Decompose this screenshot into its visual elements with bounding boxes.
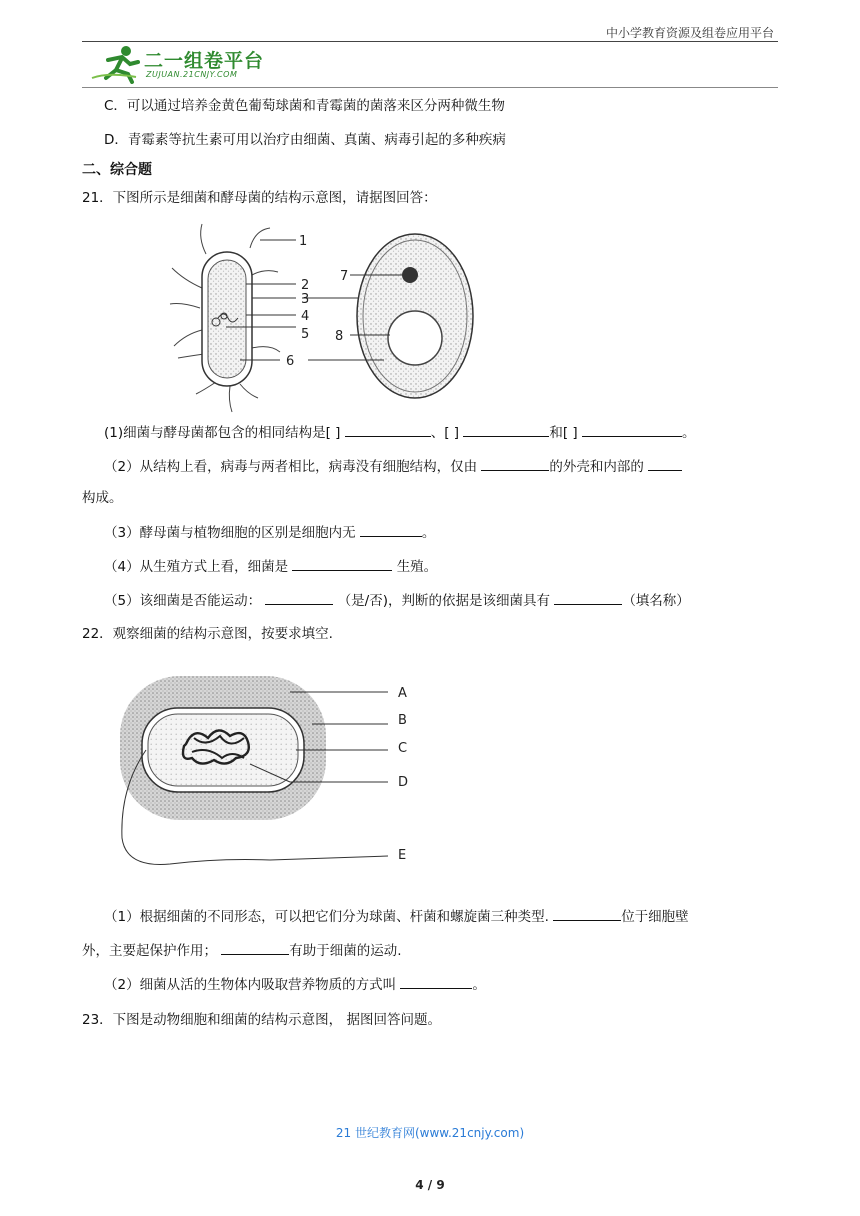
q21-sub3: （3）酵母菌与植物细胞的区别是细胞内无 。 bbox=[104, 522, 778, 543]
answer-blank[interactable] bbox=[345, 422, 431, 437]
q21-sub5: （5）该细菌是否能运动： （是/否)，判断的依据是该细菌具有 （填名称） bbox=[104, 590, 778, 611]
q22-sub1: （1）根据细菌的不同形态，可以把它们分为球菌、杆菌和螺旋菌三种类型. 位于细胞壁 bbox=[104, 906, 778, 927]
header-divider bbox=[82, 41, 778, 42]
q22-sub2: （2）细菌从活的生物体内吸取营养物质的方式叫 。 bbox=[104, 974, 778, 995]
q21-label-4: 4 bbox=[301, 309, 310, 324]
q22-sub1-cont: 外，主要起保护作用； 有助于细菌的运动. bbox=[82, 940, 778, 961]
q21-label-5: 5 bbox=[301, 327, 310, 342]
q21-label-1: 1 bbox=[299, 234, 308, 249]
q22-label-b: B bbox=[398, 713, 407, 728]
q21-label-7: 7 bbox=[340, 269, 349, 284]
answer-blank[interactable] bbox=[553, 906, 621, 921]
q21-sub1: (1)细菌与酵母菌都包含的相同结构是[ ] 、[ ] 和[ ] 。 bbox=[104, 422, 778, 443]
answer-blank[interactable] bbox=[648, 456, 682, 471]
q22-stem: 22．观察细菌的结构示意图，按要求填空. bbox=[82, 626, 333, 642]
answer-blank[interactable] bbox=[400, 974, 472, 989]
answer-blank[interactable] bbox=[481, 456, 549, 471]
section-title: 二、综合题 bbox=[82, 162, 152, 178]
answer-blank[interactable] bbox=[221, 940, 289, 955]
q21-label-6: 6 bbox=[286, 354, 295, 369]
q22-label-d: D bbox=[398, 775, 409, 790]
site-logo bbox=[88, 44, 278, 84]
platform-name: 中小学教育资源及组卷应用平台 bbox=[605, 26, 774, 40]
answer-blank[interactable] bbox=[582, 422, 682, 437]
answer-blank[interactable] bbox=[360, 522, 422, 537]
q21-stem: 21．下图所示是细菌和酵母菌的结构示意图，请据图回答： bbox=[82, 190, 437, 206]
answer-blank[interactable] bbox=[265, 590, 333, 605]
q21-label-3: 3 bbox=[301, 292, 310, 307]
option-d: D．青霉素等抗生素可用以治疗由细菌、真菌、病毒引起的多种疾病 bbox=[104, 132, 506, 148]
logo-subtitle: ZUJUAN.21CNJY.COM bbox=[146, 70, 238, 79]
header-bottom-divider bbox=[82, 87, 778, 88]
q22-label-e: E bbox=[398, 848, 407, 863]
q21-label-2: 2 bbox=[301, 278, 310, 293]
q21-label-8: 8 bbox=[335, 329, 344, 344]
footer-link[interactable]: 21 世纪教育网(www.21cnjy.com) bbox=[335, 1126, 525, 1140]
q21-sub4: （4）从生殖方式上看，细菌是 生殖。 bbox=[104, 556, 778, 577]
q22-label-c: C bbox=[398, 741, 408, 756]
runner-logo-icon bbox=[88, 44, 144, 84]
page-number: 4 / 9 bbox=[415, 1178, 445, 1192]
yeast-diagram bbox=[357, 234, 473, 398]
answer-blank[interactable] bbox=[554, 590, 622, 605]
answer-blank[interactable] bbox=[292, 556, 392, 571]
logo-title: 二一组卷平台 bbox=[144, 50, 265, 72]
bacterium-structure-diagram bbox=[120, 676, 326, 864]
option-c: C．可以通过培养金黄色葡萄球菌和青霉菌的菌落来区分两种微生物 bbox=[104, 98, 505, 114]
q22-label-a: A bbox=[398, 686, 407, 701]
bacterium-diagram bbox=[170, 224, 280, 412]
q23-stem: 23．下图是动物细胞和细菌的结构示意图， 据图回答问题。 bbox=[82, 1012, 441, 1028]
q22-figure bbox=[100, 668, 420, 882]
answer-blank[interactable] bbox=[463, 422, 549, 437]
q21-figure bbox=[160, 218, 490, 414]
q21-sub2: （2）从结构上看，病毒与两者相比，病毒没有细胞结构，仅由 的外壳和内部的 bbox=[104, 456, 778, 477]
q21-sub2-cont: 构成。 bbox=[82, 490, 123, 506]
